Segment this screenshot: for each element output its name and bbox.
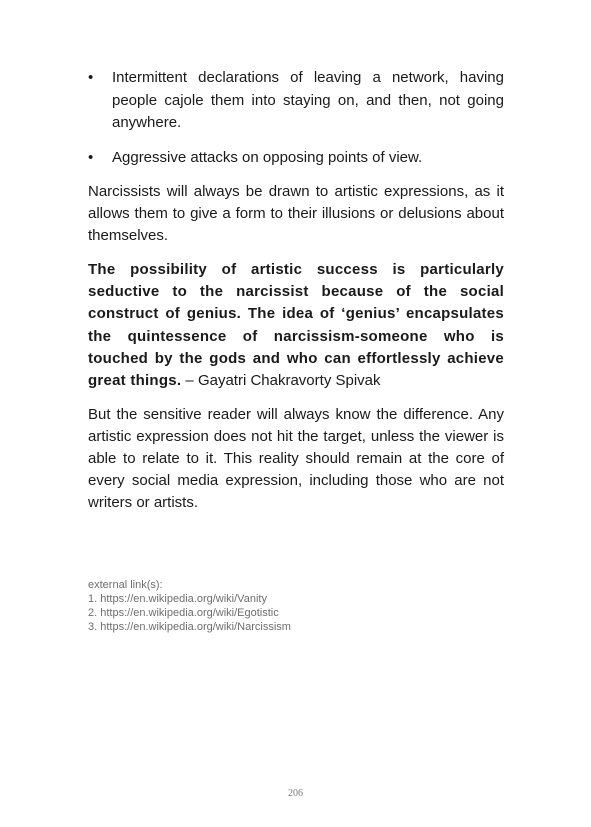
external-links-heading: external link(s): [88, 579, 163, 591]
bullet-list [88, 67, 504, 169]
spivak-quote [88, 259, 504, 392]
quote-attribution: – Gayatri Chakravorty Spivak [181, 372, 381, 390]
external-link-vanity[interactable]: 1. https://en.wikipedia.org/wiki/Vanity [88, 593, 267, 605]
external-links [88, 578, 291, 634]
quote-text: The possibility of artistic success is particularly seductive to the narcissist because of the social construct of genius. The idea of ‘genius’ encapsulates the quintessence of narcissism-someone who is touched by the gods and who can effortlessly achieve great things. [88, 261, 504, 390]
paragraph-sensitive-reader: But the sensitive reader will always know the difference. Any artistic expression does not hit the target, unless the viewer is able to relate to it. This reality should remain at the core of every social media expression, including those who are not writers or artists. [88, 406, 504, 512]
bullet-text: Aggressive attacks on opposing points of view. [112, 148, 423, 166]
bullet-text: Intermittent declarations of leaving a network, having people cajole them into staying on, and then, not going anywhere. [112, 69, 504, 131]
external-link-narcissism[interactable]: 3. https://en.wikipedia.org/wiki/Narcissism [88, 621, 291, 633]
bullet-mark: • [88, 148, 94, 166]
paragraph-narcissists: Narcissists will always be drawn to artistic expressions, as it allows them to give a form to their illusions or delusions about themselves. [88, 183, 504, 244]
external-link-egotistic[interactable]: 2. https://en.wikipedia.org/wiki/Egotistic [88, 607, 279, 619]
bullet-item [88, 147, 504, 170]
bullet-item [88, 67, 504, 135]
page-body [88, 67, 504, 526]
page-number: 206 [288, 788, 303, 799]
bullet-mark: • [88, 69, 94, 86]
